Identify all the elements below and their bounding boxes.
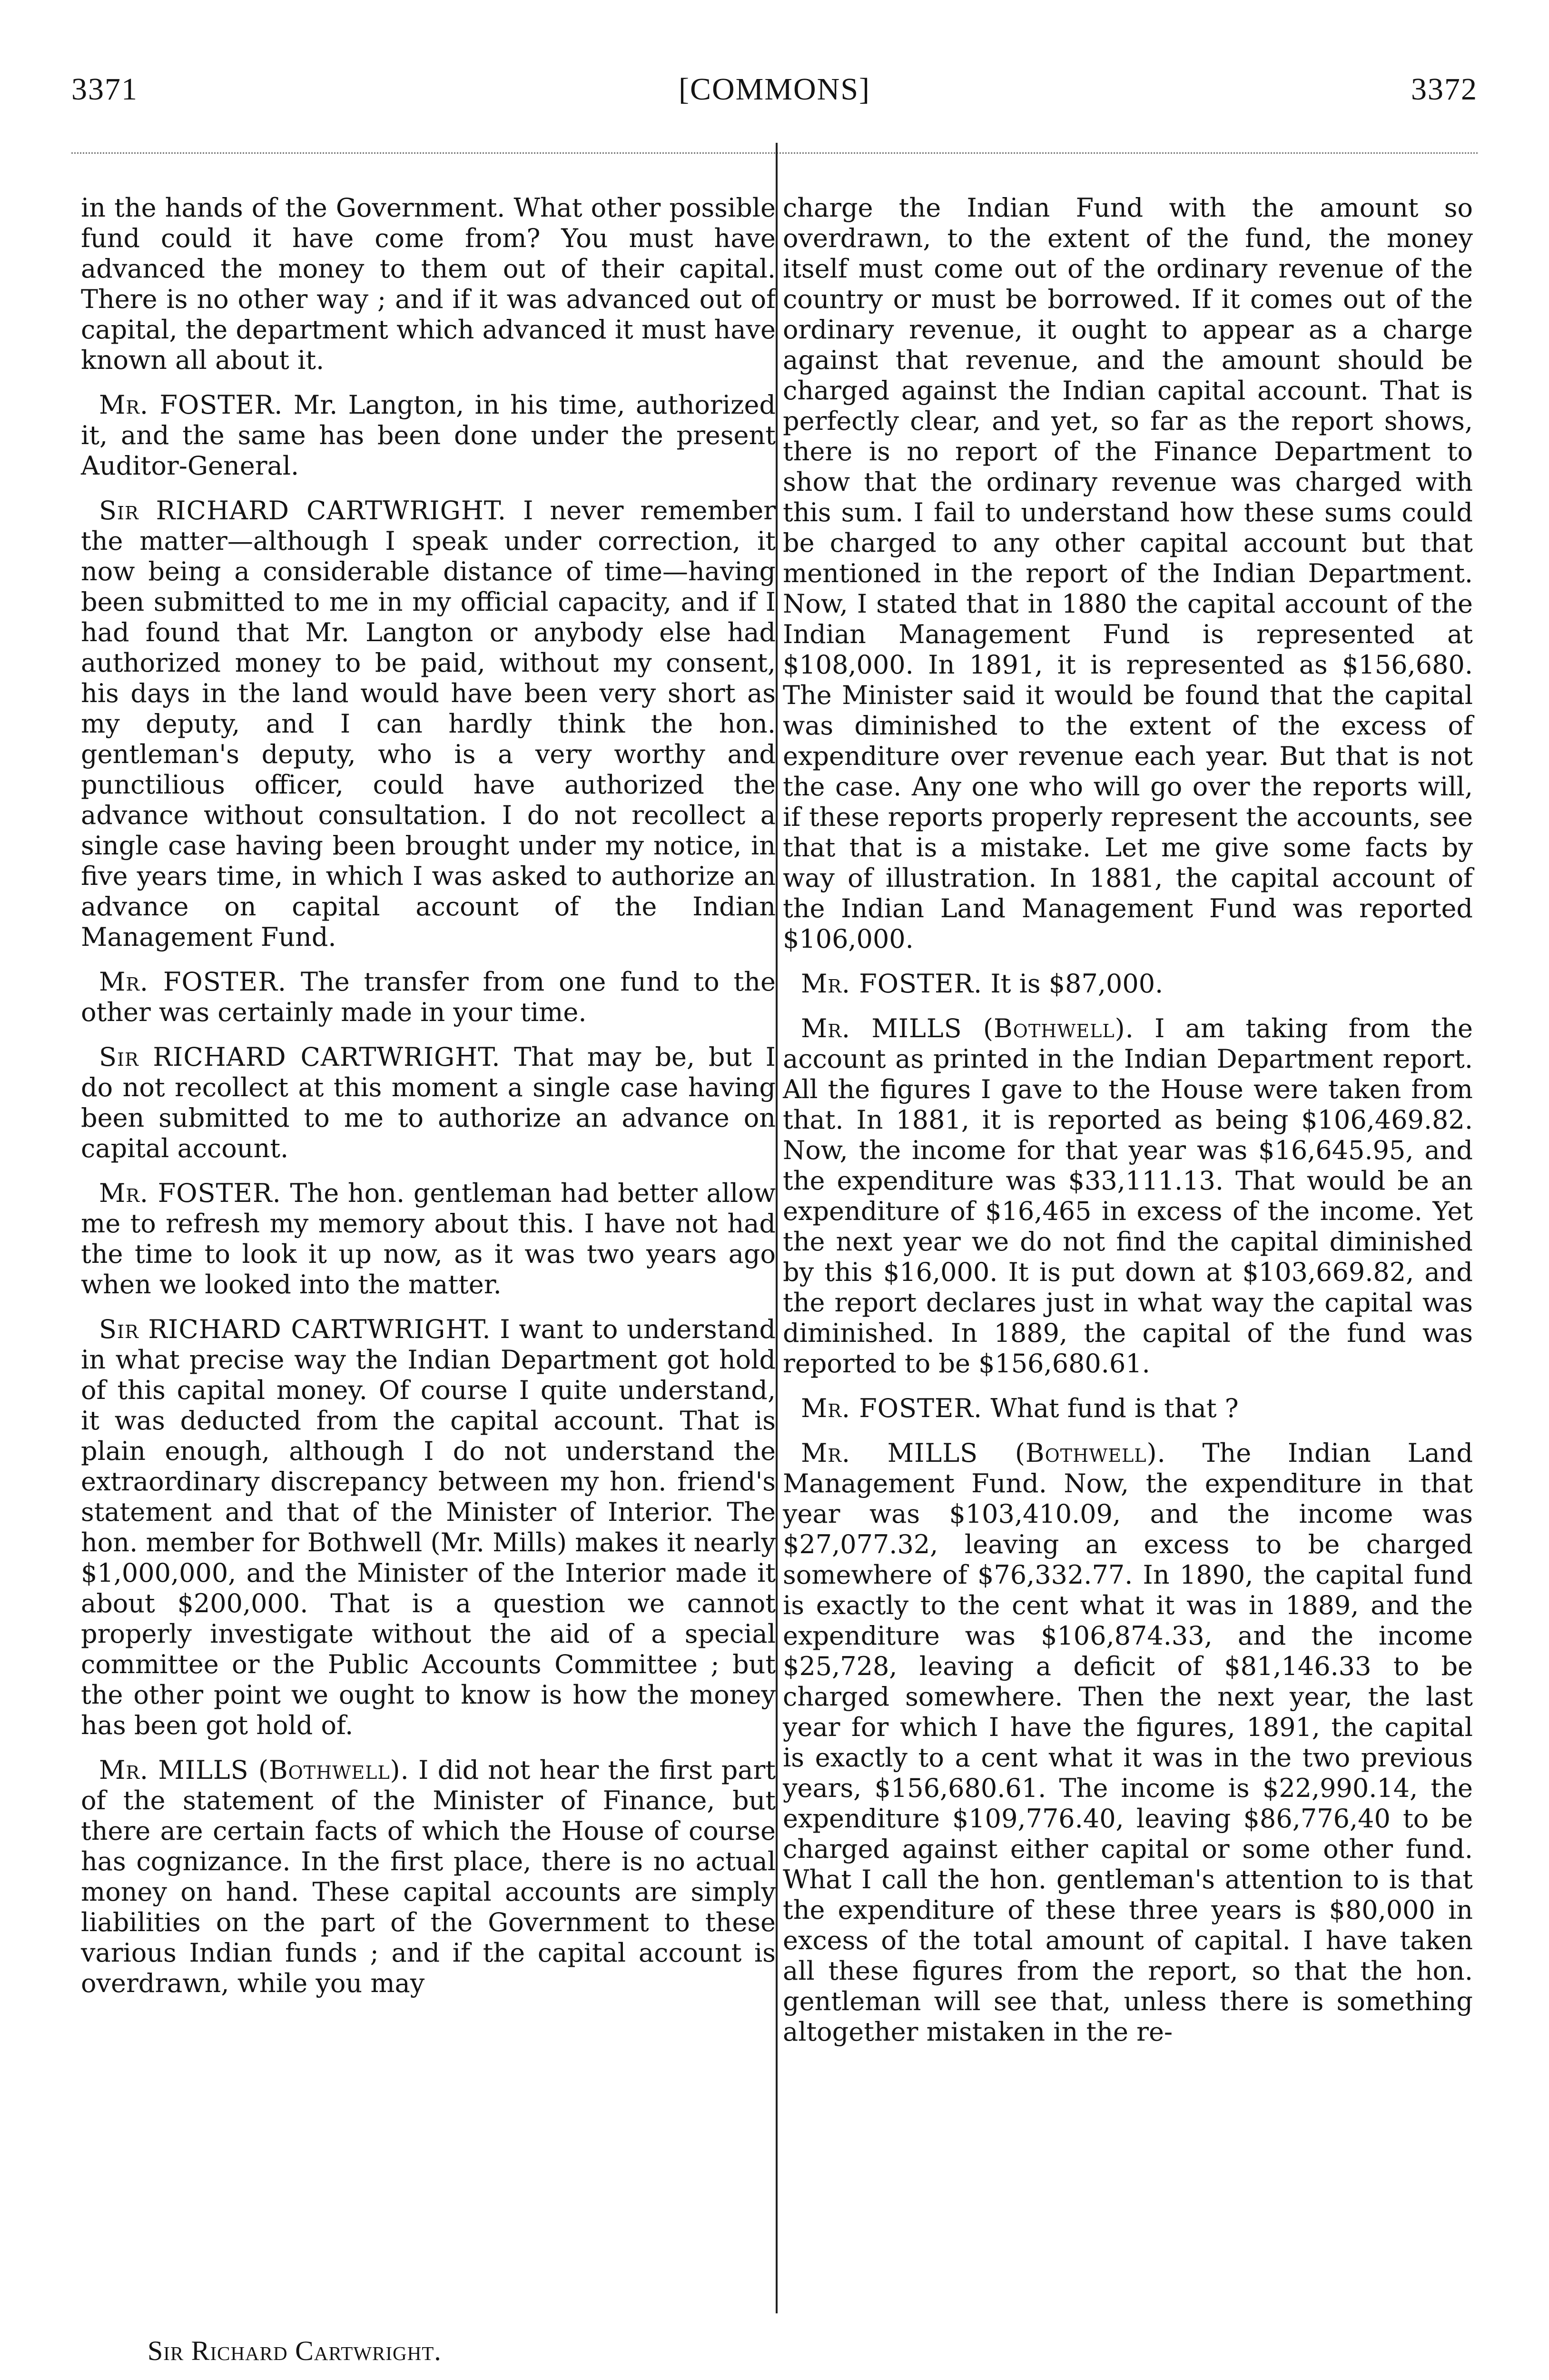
speaker-name: Sir RICHARD CARTWRIGHT.	[99, 496, 507, 526]
speaker-name: Mr. FOSTER.	[99, 1178, 281, 1208]
right-column	[783, 193, 1473, 2062]
running-footer: Sir Richard Cartwright.	[148, 2335, 442, 2366]
column-divider	[776, 143, 778, 2313]
speaker-name: Mr. FOSTER.	[99, 967, 287, 997]
paragraph: Mr. MILLS (Bothwell). I am taking from the account as printed in the Indian Department report. All the figures I gave to the House were taken from that. In 1881, it is reported as being $106,469.82. Now, the income for that year was $16,645.95, and the expenditure was $33,111.13. That would be an expenditure of $16,465 in excess of the income. Yet the next year we do not find the capital diminished by this $16,000. It is put down at $103,669.82, and the report declares just in what way the capital was diminished. In 1889, the capital of the fund was reported to be $156,680.61.	[783, 1013, 1473, 1378]
paragraph: Mr. FOSTER. Mr. Langton, in his time, authorized it, and the same has been done under the present Auditor-General.	[81, 390, 776, 481]
left-column	[81, 193, 776, 2013]
header-rule	[71, 152, 1478, 154]
paragraph: Mr. FOSTER. The transfer from one fund to the other was certainly made in your time.	[81, 967, 776, 1027]
speaker-name: Mr. FOSTER.	[801, 969, 983, 999]
paragraph: Mr. MILLS (Bothwell). I did not hear the first part of the statement of the Minister of Finance, but there are certain facts of which the House of course has cognizance. In the first place, there is no actual money on hand. These capital accounts are simply liabilities on the part of the Government to these various Indian funds ; and if the capital account is overdrawn, while you may	[81, 1755, 776, 1998]
paragraph: Sir RICHARD CARTWRIGHT. That may be, but I do not recollect at this moment a single case having been submitted to me to authorize an advance on capital account.	[81, 1042, 776, 1163]
page-number-right: 3372	[1411, 72, 1478, 107]
page-number-left: 3371	[71, 72, 138, 107]
paragraph: Mr. FOSTER. The hon. gentleman had better allow me to refresh my memory about this. I have not had the time to look it up now, as it was two years ago when we looked into the matter.	[81, 1178, 776, 1299]
paragraph: Mr. FOSTER. What fund is that ?	[801, 1393, 1239, 1423]
speaker-name: Mr. MILLS (Bothwell).	[99, 1755, 409, 1785]
page-header	[71, 71, 1478, 129]
speaker-name: Mr. MILLS (Bothwell).	[801, 1438, 1166, 1468]
paragraph: Sir RICHARD CARTWRIGHT. I never remember the matter—although I speak under correction, it now being a considerable distance of time—having been submitted to me in my official capacity, and if I had found that Mr. Langton or anybody else had authorized money to be paid, without my consent, his days in the land would have been very short as my deputy, and I can hardly think the hon. gentleman's deputy, who is a very worthy and punctilious officer, could have authorized the advance without consultation. I do not recollect a single case having been brought under my notice, in five years time, in which I was asked to authorize an advance on capital account of the Indian Management Fund.	[81, 496, 776, 952]
speaker-name: Sir RICHARD CARTWRIGHT.	[99, 1314, 491, 1344]
speaker-name: Mr. FOSTER.	[801, 1393, 983, 1423]
paragraph: charge the Indian Fund with the amount so overdrawn, to the extent of the fund, the money itself must come out of the ordinary revenue of the country or must be borrowed. If it comes out of the ordinary revenue, it ought to appear as a charge against that revenue, and the amount should be charged against the Indian capital account. That is perfectly clear, and yet, so far as the report shows, there is no report of the Finance Department to show that the ordinary revenue was charged with this sum. I fail to understand how these sums could be charged to any other capital account but that mentioned in the report of the Indian Department. Now, I stated that in 1880 the capital account of the Indian Management Fund is represented at $108,000. In 1891, it is represented as $156,680. The Minister said it would be found that the capital was diminished to the extent of the excess of expenditure over revenue each year. But that is not the case. Any one who will go over the reports will, if these reports properly represent the accounts, see that that is a mistake. Let me give some facts by way of illustration. In 1881, the capital account of the Indian Land Management Fund was reported $106,000.	[783, 193, 1473, 954]
speaker-name: Mr. MILLS (Bothwell).	[801, 1013, 1134, 1043]
speaker-name: Sir RICHARD CARTWRIGHT.	[99, 1042, 501, 1072]
speaker-name: Mr. FOSTER.	[99, 390, 283, 420]
paragraph: Sir RICHARD CARTWRIGHT. I want to understand in what precise way the Indian Department got hold of this capital money. Of course I quite understand, it was deducted from the capital account. That is plain enough, although I do not understand the extraordinary discrepancy between my hon. friend's statement and that of the Minister of Interior. The hon. member for Bothwell (Mr. Mills) makes it nearly $1,000,000, and the Minister of the Interior made it about $200,000. That is a question we cannot properly investigate without the aid of a special committee or the Public Accounts Committee ; but the other point we ought to know is how the money has been got hold of.	[81, 1314, 776, 1740]
paragraph: Mr. FOSTER. It is $87,000.	[801, 969, 1164, 999]
paragraph: Mr. MILLS (Bothwell). The Indian Land Management Fund. Now, the expenditure in that year was $103,410.09, and the income was $27,077.32, leaving an excess to be charged somewhere of $76,332.77. In 1890, the capital fund is exactly to the cent what it was in 1889, and the expenditure was $106,874.33, and the income $25,728, leaving a deficit of $81,146.33 to be charged somewhere. Then the next year, the last year for which I have the figures, 1891, the capital is exactly to a cent what it was in the two previous years, $156,680.61. The income is $22,990.14, the expenditure $109,776.40, leaving $86,776,40 to be charged against either capital or some other fund. What I call the hon. gentleman's attention to is that the expenditure of these three years is $80,000 in excess of the total amount of capital. I have taken all these figures from the report, so that the hon. gentleman will see that, unless there is something altogether mistaken in the re-	[783, 1438, 1473, 2047]
paragraph: in the hands of the Government. What other possible fund could it have come from? You must have advanced the money to them out of their capital. There is no other way ; and if it was advanced out of capital, the department which advanced it must have known all about it.	[81, 193, 776, 375]
page-title: [COMMONS]	[678, 72, 871, 107]
